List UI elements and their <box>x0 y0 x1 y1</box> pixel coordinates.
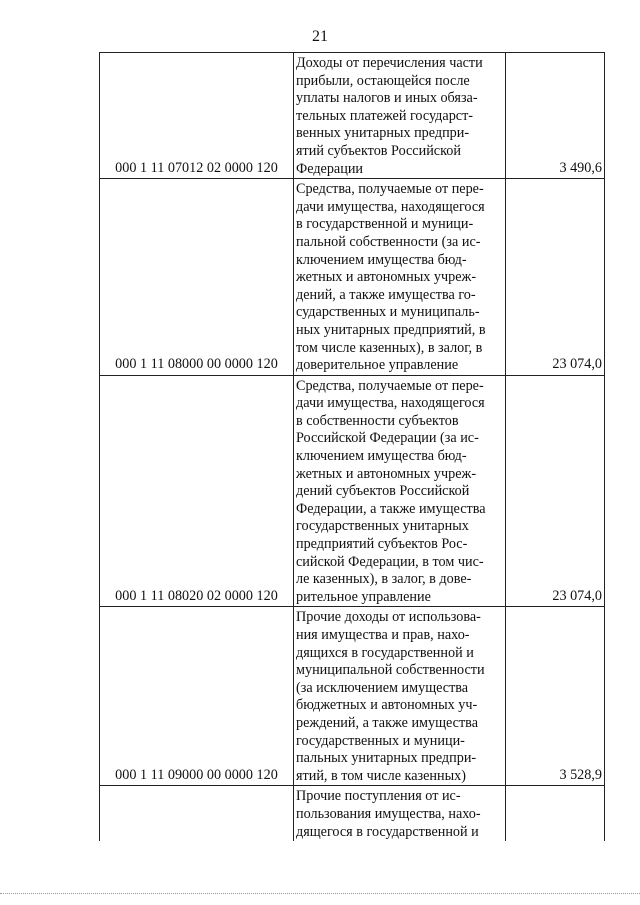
revenue-code-cell: 000 1 11 08020 02 0000 120 <box>100 375 294 607</box>
revenue-name-cell <box>294 179 506 376</box>
revenue-code-cell: 000 1 11 08000 00 0000 120 <box>100 179 294 376</box>
revenue-name-line: в собственности субъектов <box>296 412 459 429</box>
revenue-name-line: пальных унитарных предпри- <box>296 750 477 767</box>
table-row <box>100 607 605 786</box>
revenue-name-line: дящегося в государственной и <box>296 823 479 840</box>
budget-revenue-table <box>99 52 605 841</box>
revenue-name-line: (за исключением имущества <box>296 679 469 696</box>
revenue-name-line: уплаты налогов и иных обяза- <box>296 90 478 107</box>
revenue-name-line: рительное управление <box>296 588 431 605</box>
table-row <box>100 375 605 607</box>
revenue-name-line: ния имущества и прав, нахо- <box>296 627 470 643</box>
table-row <box>100 53 605 179</box>
revenue-name-line: жетных и автономных учреж- <box>296 465 477 482</box>
revenue-name-line: сударственных и муниципаль- <box>296 304 480 321</box>
revenue-name-line: ключением имущества бюд- <box>296 251 467 268</box>
revenue-name-cell <box>294 607 506 786</box>
revenue-name-line: Доходы от перечисления части <box>296 55 483 71</box>
revenue-code-cell: 000 1 11 07012 02 0000 120 <box>100 53 294 179</box>
revenue-name-line: в государственной и муници- <box>296 216 474 233</box>
table-row <box>100 786 605 841</box>
revenue-name-line: ятий субъектов Российской <box>296 142 461 159</box>
amount-cell: 3 528,9 <box>506 607 605 786</box>
revenue-name-line: Средства, получаемые от пере- <box>296 181 484 198</box>
revenue-name-line: ятий, в том числе казенных) <box>296 767 466 784</box>
revenue-name-line: муниципальной собственности <box>296 662 485 679</box>
revenue-name-line: дящихся в государственной и <box>296 644 474 661</box>
amount-cell: 3 490,6 <box>506 53 605 179</box>
revenue-name-line: венных унитарных предпри- <box>296 125 470 142</box>
revenue-name-line: ле казенных), в залог, в дове- <box>296 571 472 588</box>
revenue-name-line: предприятий субъектов Рос- <box>296 536 468 553</box>
revenue-name-line: Прочие поступления от ис- <box>296 788 461 805</box>
revenue-name-line: тельных платежей государст- <box>296 107 474 124</box>
revenue-name-line: жетных и автономных учреж- <box>296 269 477 286</box>
amount-cell <box>506 786 605 841</box>
page-number: 21 <box>312 28 328 45</box>
revenue-name-cell <box>294 53 506 179</box>
revenue-name-line: сийской Федерации, в том чис- <box>296 553 484 570</box>
revenue-name-line: дений, а также имущества го- <box>296 286 476 303</box>
revenue-name-line: дачи имущества, находящегося <box>296 395 485 412</box>
revenue-name-line: пользования имущества, нахо- <box>296 805 481 822</box>
amount-cell: 23 074,0 <box>506 179 605 376</box>
revenue-name-line: пальной собственности (за ис- <box>296 233 481 250</box>
revenue-name-line: том числе казенных), в залог, в <box>296 339 483 356</box>
revenue-code-cell <box>100 786 294 841</box>
amount-cell: 23 074,0 <box>506 375 605 607</box>
revenue-name-line: Прочие доходы от использова- <box>296 609 481 626</box>
scan-bottom-rule <box>0 893 640 894</box>
revenue-name-line: Федерации <box>296 160 364 177</box>
revenue-name-line: государственных и муници- <box>296 732 465 749</box>
revenue-name-line: Средства, получаемые от пере- <box>296 377 484 394</box>
revenue-name-cell <box>294 786 506 841</box>
revenue-name-line: прибыли, остающейся после <box>296 72 470 89</box>
revenue-name-line: доверительное управление <box>296 357 459 374</box>
revenue-name-line: дений субъектов Российской <box>296 483 470 500</box>
revenue-name-line: ных унитарных предприятий, в <box>296 321 486 338</box>
revenue-name-line: дачи имущества, находящегося <box>296 198 485 215</box>
table-row <box>100 179 605 376</box>
revenue-name-line: реждений, а также имущества <box>296 714 478 731</box>
revenue-name-line: Федерации, а также имущества <box>296 500 486 517</box>
revenue-name-line: ключением имущества бюд- <box>296 448 467 465</box>
revenue-code-cell: 000 1 11 09000 00 0000 120 <box>100 607 294 786</box>
revenue-name-line: Российской Федерации (за ис- <box>296 430 479 447</box>
revenue-name-line: бюджетных и автономных уч- <box>296 697 478 714</box>
revenue-name-line: государственных унитарных <box>296 518 469 535</box>
revenue-name-cell <box>294 375 506 607</box>
